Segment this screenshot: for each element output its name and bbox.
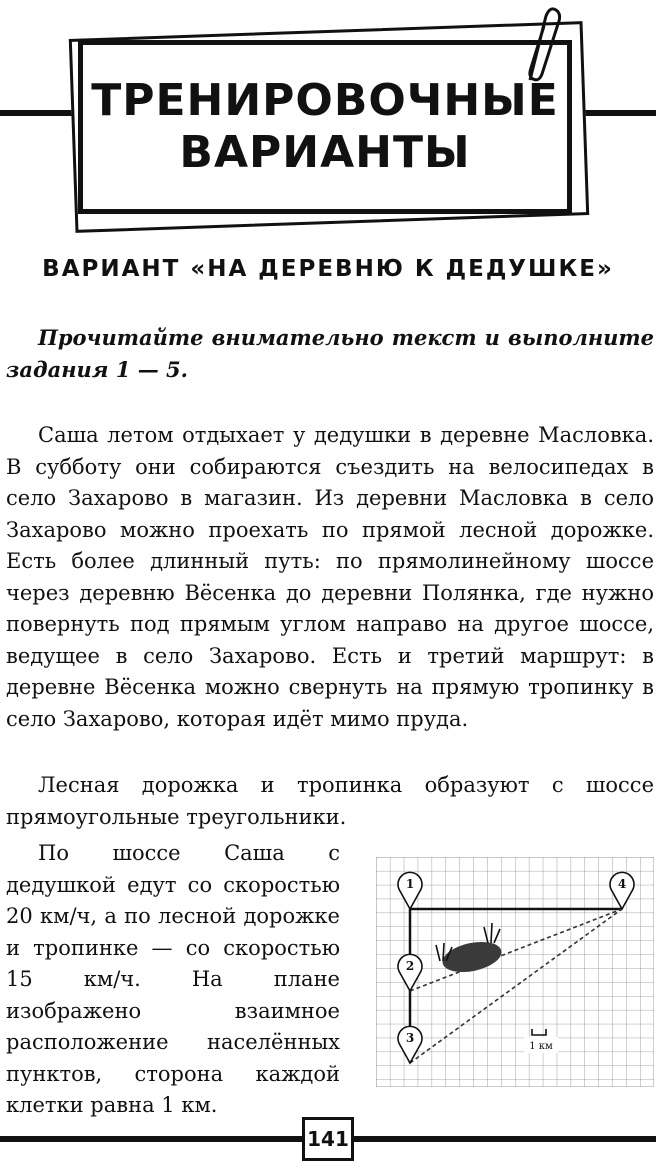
paperclip-icon: [512, 4, 562, 84]
page-number: 141: [302, 1117, 354, 1161]
banner-title-line-2: ВАРИАНТЫ: [179, 127, 471, 178]
village-map-figure: [376, 857, 654, 1087]
svg-text:3: 3: [405, 1031, 415, 1045]
banner-rule-left: [0, 110, 78, 116]
banner-title-line-1: ТРЕНИРОВОЧНЫЕ: [91, 75, 559, 126]
scale-label: 1 км: [529, 1041, 553, 1052]
title-banner: [78, 40, 572, 214]
svg-text:2: 2: [405, 959, 415, 973]
instruction-text: Прочитайте внимательно текст и выполните задания 1 — 5.: [6, 325, 654, 382]
paragraph-1: Саша летом отдыхает у дедушки в деревне Масловка. В субботу они собираются съездить на велосипедах в село Захарово в магазин. Из деревни Масловка в село Захарово можно проехать по прямой лесной дорожке. Есть более длинный путь: по прямолинейному шоссе через деревню Вёсенка до деревни Полянка, где нужно повернуть под прямым углом направо на другое шоссе, ведущее в село Захарово. Есть и третий маршрут: в деревне Вёсенка можно свернуть на прямую тропинку в село Захарово, которая идёт мимо пруда.: [6, 423, 654, 731]
svg-text:4: 4: [617, 877, 627, 891]
paragraph-2: Лесная дорожка и тропинка образуют с шоссе прямоугольные треугольники.: [6, 773, 654, 829]
variant-heading: ВАРИАНТ «НА ДЕРЕВНЮ К ДЕДУШКЕ»: [42, 256, 614, 282]
paragraph-3: По шоссе Саша с дедушкой едут со скоростью 20 км/ч, а по лесной дорожке и тропинке — со скоростью 15 км/ч. На плане изображено взаимное расположение населённых пунктов, сторона каждой клетки равна 1 км.: [6, 841, 340, 1117]
svg-text:1: 1: [405, 877, 415, 891]
